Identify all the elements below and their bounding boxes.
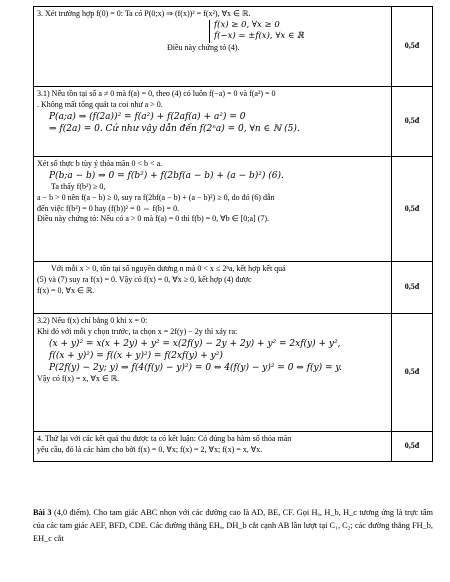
system-line: f(x) ≥ 0, ∀x ≥ 0 [214,19,280,30]
table-row [34,87,433,157]
solution-cell [34,87,392,157]
table-row [34,314,433,432]
case-system [37,20,388,43]
text-line: Khi đó với mỗi y chọn trước, ta chọn x = 2f(y) − 2y thì xảy ra: [37,326,238,336]
score-cell: 0,5đ [392,432,433,462]
equation-line: P(b;a − b) ⇒ 0 = f(b²) + f(2bf(a − b) + (a − b)²) (6). [49,170,284,181]
table-row [34,262,433,314]
equation-line: f((x + y)²) = f((x + y)²) = f(2xf(y) + y²) [49,350,223,361]
score-cell: 0,5đ [392,87,433,157]
equation-line: (x + y)² = x(x + 2y) + y² = x(2f(y) − 2y + 2y) + y² = 2xf(y) + y², [49,338,341,349]
score-cell: 0,5đ [392,262,433,314]
problem-text: Cho tam giác ABC nhọn với các đường cao là AD, BE, CF. Gọi Hₐ, H_b, H_c tương ứng là trực tâm của các tam giác AEF, BFD, CDE. Các đường thẳng EHₐ, DH_b cắt cạnh AB lần lượt tại C₁, C₂; các đường thẳng FH_b, EH_c cắt [33,508,433,543]
text-line: 3.1) Nếu tồn tại số a ≠ 0 mà f(a) = 0, theo (4) có luôn f(−a) = 0 và f(a²) = 0 [37,89,276,98]
text-line: 4. Thử lại với các kết quả thu được ta có kết luận: Có đúng ba hàm số thỏa mãn [37,434,292,443]
system-line: f(−x) = ±f(x), ∀x ∈ ℝ [214,31,305,42]
solution-cell [34,157,392,262]
text-line: (5) và (7) suy ra f(x) = 0. Vậy có f(x) = 0, ∀x ≥ 0, kết hợp (4) được [37,274,252,284]
equation-line: P(a;a) ⇒ (f(2a))² = f(a²) + f(2af(a) + a²) = 0 [49,111,246,122]
text-line: Vậy có f(x) = x, ∀x ∈ ℝ. [37,374,120,384]
solution-cell [34,432,392,462]
text-line: . Không mất tổng quát ta coi như a > 0. [37,99,163,109]
solution-table [33,6,433,462]
text-line: yêu cầu, đó là các hàm cho bởi f(x) = 0, ∀x; f(x) = 2, ∀x; f(x) = x, ∀x. [37,444,263,454]
text-line: f(x) = 0, ∀x ∈ ℝ. [37,285,95,295]
score-cell: 0,5đ [392,157,433,262]
problem-label: Bài 3 [33,508,52,517]
system-brace [209,20,304,43]
table-row [34,432,433,462]
score-cell: 0,5đ [392,314,433,432]
equation-line: P(2f(y) − 2y; y) ⇒ f(4(f(y) − y)²) = 0 ⇔ 4(f(y) − y)² = 0 ⇔ f(y) = y. [49,362,343,373]
text-line: Điều này chứng tỏ: Nếu có a > 0 mà f(a) = 0 thì f(b) = 0, ∀b ∈ [0;a] (7). [37,214,270,224]
equation-line: ⇒ f(2a) = 0. Cứ như vậy dẫn đến f(2ⁿa) = 0, ∀n ∈ ℕ (5). [49,123,300,134]
table-row [34,157,433,262]
text-line: Với mỗi x > 0, tồn tại số nguyên dương n mà 0 < x ≤ 2ⁿa, kết hợp kết quả [51,264,286,273]
score-cell: 0,5đ [392,7,433,87]
solution-cell [34,7,392,87]
text-line: 3.2) Nếu f(x) chỉ bằng 0 khi x = 0: [37,316,148,325]
solution-cell [34,314,392,432]
text-line: đến việc f(b²) = 0 hay (f(b))² = 0 ⇔ f(b) = 0. [37,203,180,213]
problem-paragraph [33,507,433,546]
text-line: Điều này chứng tỏ (4). [167,42,240,52]
problem-points: (4,0 điểm). [53,508,91,517]
text-line: Xét số thực b tùy ý thỏa mãn 0 < b < a. [37,159,163,168]
solution-cell [34,262,392,314]
table-row [34,7,433,87]
text-line: Ta thấy f(b²) ≥ 0, [51,181,106,191]
text-line: 3. Xét trường hợp f(0) = 0: Ta có P(0;x) ⇒ (f(x))² = f(x²), ∀x ∈ ℝ. [37,9,251,18]
text-line: a − b > 0 nên f(a − b) ≥ 0, suy ra f(2bf(a − b) + (a − b)²) ≥ 0, do đó (6) dẫn [37,192,275,202]
